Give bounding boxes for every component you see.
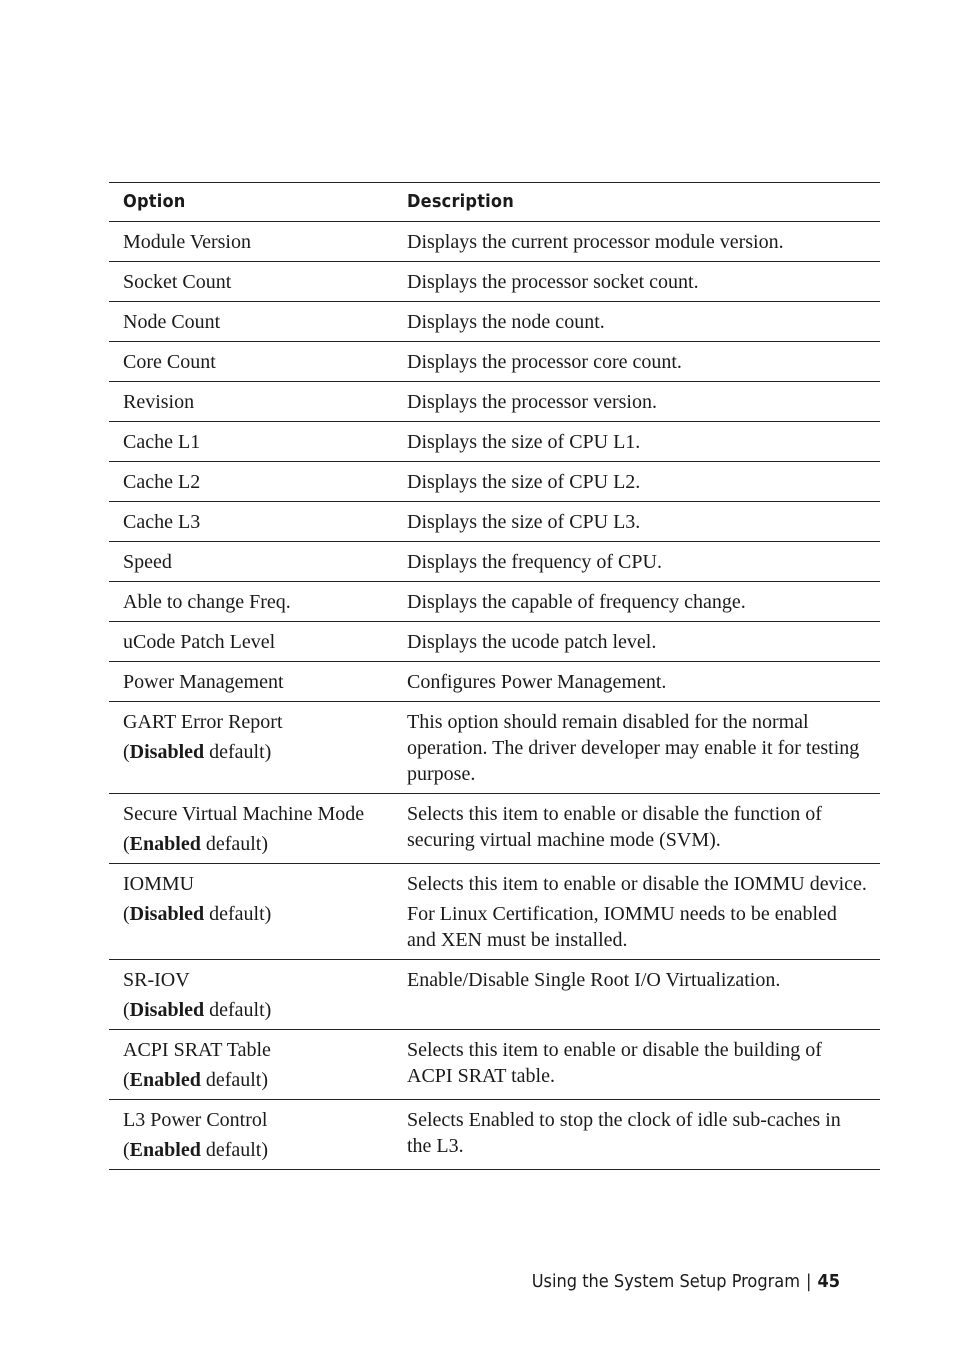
description-cell [393, 622, 880, 662]
option-name: Speed [123, 551, 172, 573]
option-default-value: Disabled [129, 903, 205, 925]
description-cell [393, 542, 880, 582]
option-default-value: Disabled [129, 999, 205, 1021]
options-table [109, 182, 880, 1170]
page-number: 45 [817, 1271, 840, 1292]
description-paragraph: Displays the size of CPU L1. [407, 431, 641, 453]
option-name: Core Count [123, 351, 216, 373]
table-row [109, 462, 880, 502]
option-default: (Enabled default) [123, 1139, 269, 1161]
option-name: Module Version [123, 231, 251, 253]
description-cell [393, 794, 880, 864]
option-name: ACPI SRAT Table [123, 1039, 271, 1061]
option-default-suffix: default) [200, 1139, 269, 1161]
description-cell [393, 864, 880, 960]
footer-section-title: Using the System Setup Program [531, 1271, 800, 1292]
description-cell [393, 342, 880, 382]
table-row [109, 422, 880, 462]
table-row [109, 1100, 880, 1170]
description-paragraph: Displays the size of CPU L3. [407, 511, 641, 533]
option-cell [109, 262, 393, 302]
description-cell [393, 662, 880, 702]
option-name: L3 Power Control [123, 1109, 268, 1131]
description-cell [393, 1030, 880, 1100]
table-row [109, 794, 880, 864]
option-default-suffix: default) [204, 999, 272, 1021]
table-row [109, 582, 880, 622]
page-footer [532, 1271, 840, 1292]
option-name: Node Count [123, 311, 221, 333]
option-cell [109, 960, 393, 1030]
option-default-suffix: default) [204, 903, 272, 925]
description-cell [393, 582, 880, 622]
description-paragraph: Displays the node count. [407, 311, 605, 333]
description-paragraph: Displays the current processor module version. [407, 231, 784, 253]
option-default: (Disabled default) [123, 903, 272, 925]
table-header-row [109, 183, 880, 222]
option-default: (Enabled default) [123, 833, 269, 855]
table-row [109, 302, 880, 342]
option-cell [109, 794, 393, 864]
table-row [109, 662, 880, 702]
description-cell [393, 462, 880, 502]
description-paragraph: Selects Enabled to stop the clock of idle sub-caches in the L3. [407, 1109, 841, 1157]
table-body [109, 222, 880, 1170]
option-default: (Disabled default) [123, 999, 272, 1021]
description-paragraph: Selects this item to enable or disable the function of securing virtual machine mode (SVM). [407, 803, 822, 851]
option-cell [109, 382, 393, 422]
description-paragraph: Displays the ucode patch level. [407, 631, 657, 653]
description-paragraph: Displays the frequency of CPU. [407, 551, 662, 573]
option-default-value: Disabled [129, 741, 205, 763]
option-name: Power Management [123, 671, 284, 693]
table-row [109, 222, 880, 262]
description-cell [393, 702, 880, 794]
option-name: GART Error Report [123, 711, 283, 733]
option-cell [109, 302, 393, 342]
option-cell [109, 542, 393, 582]
option-cell [109, 422, 393, 462]
description-paragraph: Displays the size of CPU L2. [407, 471, 641, 493]
description-paragraph: Configures Power Management. [407, 671, 667, 693]
table-row [109, 1030, 880, 1100]
option-name: Secure Virtual Machine Mode [123, 803, 365, 825]
option-cell [109, 1100, 393, 1170]
table-row [109, 262, 880, 302]
description-cell [393, 382, 880, 422]
table-row [109, 382, 880, 422]
option-cell [109, 702, 393, 794]
option-name: IOMMU [123, 873, 195, 895]
description-cell [393, 302, 880, 342]
table-row [109, 702, 880, 794]
option-name: Able to change Freq. [123, 591, 291, 613]
option-cell [109, 342, 393, 382]
option-default-suffix: default) [200, 1069, 269, 1091]
option-name: SR-IOV [123, 969, 190, 991]
option-cell [109, 502, 393, 542]
option-name: Revision [123, 391, 195, 413]
option-name: Cache L3 [123, 511, 201, 533]
option-name: Cache L1 [123, 431, 201, 453]
table-row [109, 342, 880, 382]
table-row [109, 502, 880, 542]
description-cell [393, 960, 880, 1030]
description-cell [393, 422, 880, 462]
description-cell [393, 502, 880, 542]
column-header-option: Option [109, 183, 393, 222]
description-paragraph: For Linux Certification, IOMMU needs to be enabled and XEN must be installed. [407, 903, 837, 951]
description-paragraph: This option should remain disabled for the normal operation. The driver developer may enable it for testing purpose. [407, 711, 860, 785]
footer-separator: | [805, 1271, 812, 1292]
description-cell [393, 262, 880, 302]
description-paragraph: Selects this item to enable or disable the building of ACPI SRAT table. [407, 1039, 822, 1087]
option-cell [109, 582, 393, 622]
option-name: uCode Patch Level [123, 631, 276, 653]
option-default-suffix: default) [200, 833, 269, 855]
option-default: (Disabled default) [123, 741, 272, 763]
description-paragraph: Displays the processor version. [407, 391, 657, 413]
option-cell [109, 462, 393, 502]
option-cell [109, 222, 393, 262]
description-cell [393, 222, 880, 262]
option-default: (Enabled default) [123, 1069, 269, 1091]
table-row [109, 542, 880, 582]
table-row [109, 864, 880, 960]
column-header-description: Description [393, 183, 880, 222]
option-cell [109, 622, 393, 662]
description-paragraph: Selects this item to enable or disable the IOMMU device. [407, 873, 867, 895]
description-paragraph: Displays the processor core count. [407, 351, 682, 373]
option-default-value: Enabled [129, 1069, 201, 1091]
option-default-value: Enabled [129, 1139, 201, 1161]
option-cell [109, 864, 393, 960]
table-header [109, 183, 880, 222]
option-cell [109, 662, 393, 702]
description-paragraph: Displays the capable of frequency change. [407, 591, 746, 613]
option-default-suffix: default) [204, 741, 272, 763]
option-name: Cache L2 [123, 471, 201, 493]
description-paragraph: Displays the processor socket count. [407, 271, 699, 293]
option-default-value: Enabled [129, 833, 201, 855]
table-row [109, 960, 880, 1030]
option-name: Socket Count [123, 271, 232, 293]
table-row [109, 622, 880, 662]
description-cell [393, 1100, 880, 1170]
option-cell [109, 1030, 393, 1100]
description-paragraph: Enable/Disable Single Root I/O Virtualization. [407, 969, 781, 991]
